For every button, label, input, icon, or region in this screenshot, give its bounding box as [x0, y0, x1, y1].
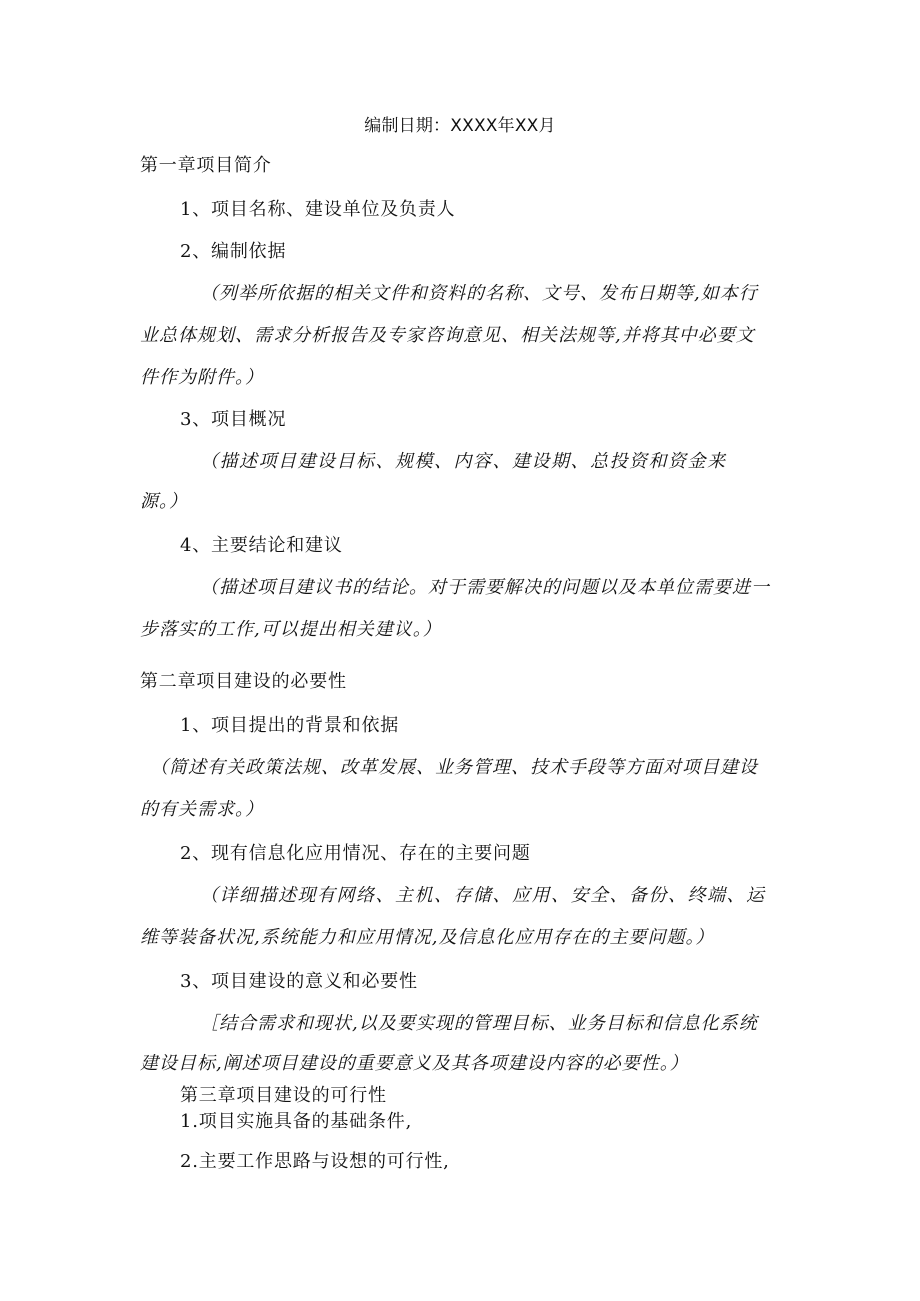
- chapter2-item3-note-line2: 建设目标,阐述项目建设的重要意义及其各项建设内容的必要性。）: [140, 1053, 689, 1074]
- chapter1-item3-note-line1: （描述项目建设目标、规模、内容、建设期、总投资和资金来: [200, 451, 727, 472]
- chapter1-item1: 1、项目名称、建设单位及负责人: [180, 199, 456, 220]
- chapter1-item2-note-line3: 件作为附件。）: [140, 367, 264, 388]
- chapter1-item4-note-line2: 步落实的工作,可以提出相关建议。）: [140, 619, 442, 640]
- chapter3-item2: 2.主要工作思路与设想的可行性,: [180, 1151, 450, 1172]
- chapter1-item2-note-line2: 业总体规划、需求分析报告及专家咨询意见、相关法规等,并将其中必要文: [140, 325, 755, 346]
- chapter2-item1-note-line1: （简述有关政策法规、改革发展、业务管理、技术手段等方面对项目建设: [150, 757, 758, 778]
- chapter2-item1-note-line2: 的有关需求。）: [140, 799, 264, 820]
- chapter1-item2-note-line1: （列举所依据的相关文件和资料的名称、文号、发布日期等,如本行: [200, 283, 758, 304]
- chapter2-item2-note-line1: （详细描述现有网络、主机、存储、应用、安全、备份、终端、运: [200, 885, 766, 906]
- chapter3-item1: 1.项目实施具备的基础条件,: [180, 1111, 413, 1132]
- compile-date: 编制日期：XXXX年XX月: [364, 116, 556, 136]
- chapter2-item3-note-line1: ［结合需求和现状,以及要实现的管理目标、业务目标和信息化系统: [200, 1013, 758, 1034]
- chapter3-title: 第三章项目建设的可行性: [180, 1085, 387, 1106]
- chapter1-item4: 4、主要结论和建议: [180, 535, 343, 556]
- chapter1-item2: 2、编制依据: [180, 241, 287, 262]
- chapter1-item4-note-line1: （描述项目建议书的结论。对于需要解决的问题以及本单位需要进一: [200, 577, 770, 598]
- chapter2-title: 第二章项目建设的必要性: [140, 671, 347, 692]
- chapter2-item2: 2、现有信息化应用情况、存在的主要问题: [180, 843, 531, 864]
- chapter1-item3: 3、项目概况: [180, 409, 287, 430]
- chapter2-item3: 3、项目建设的意义和必要性: [180, 971, 418, 992]
- chapter2-item1: 1、项目提出的背景和依据: [180, 715, 400, 736]
- chapter1-item3-note-line2: 源。）: [140, 491, 188, 512]
- chapter2-item2-note-line2: 维等装备状况,系统能力和应用情况,及信息化应用存在的主要问题。）: [140, 927, 715, 948]
- chapter1-title: 第一章项目简介: [140, 155, 272, 176]
